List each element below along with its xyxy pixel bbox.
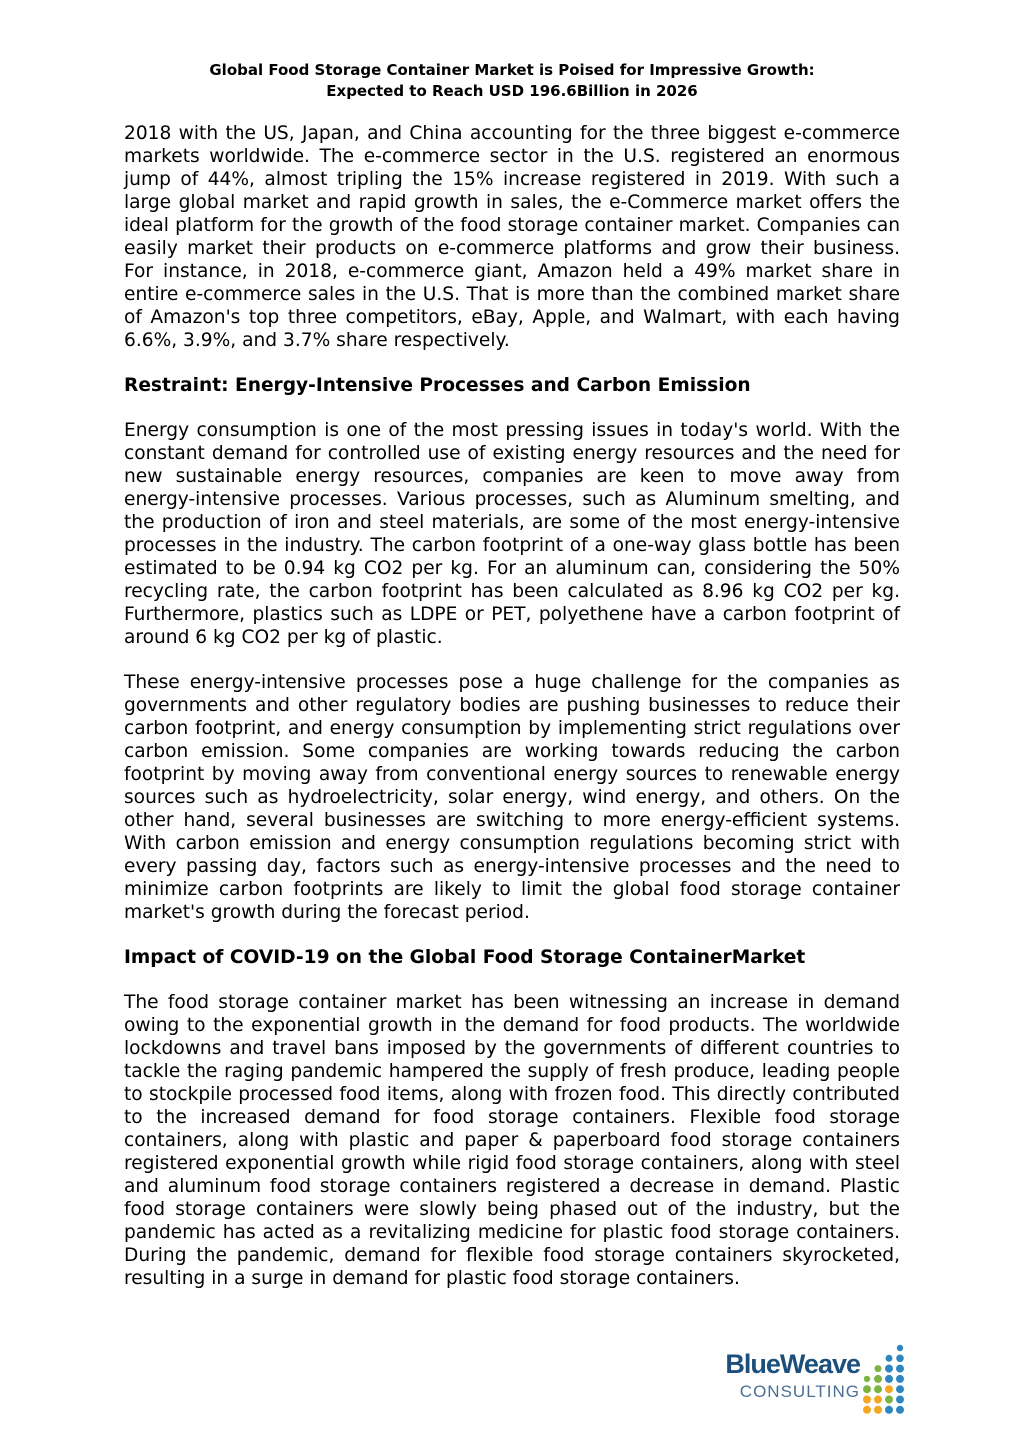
document-page (124, 60, 900, 1312)
logo-dot (874, 1375, 882, 1383)
logo-dot (896, 1375, 904, 1383)
paragraph-covid-impact: The food storage container market has been witnessing an increase in demand owing to the exponential growth in the demand for food products. The worldwide lockdowns and travel bans imposed by the governments of different countries to tackle the raging pandemic hampered the supply of fresh produce, leading people to stockpile processed food items, along with frozen food. This directly contributed to the increased demand for food storage containers. Flexible food storage containers, along with plastic and paper & paperboard food storage containers registered exponential growth while rigid food storage containers, along with steel and aluminum food storage containers registered a decrease in demand. Plastic food storage containers were slowly being phased out of the industry, but the pandemic has acted as a revitalizing medicine for plastic food storage containers. During the pandemic, demand for flexible food storage containers skyrocketed, resulting in a surge in demand for plastic food storage containers. (124, 992, 900, 1289)
document-title-line-2: Expected to Reach USD 196.6Billion in 2026 (326, 82, 698, 100)
logo-name: BlueWeave (725, 1349, 860, 1379)
logo-dot (896, 1385, 904, 1393)
logo-dot (874, 1396, 882, 1404)
paragraph-energy-challenges: These energy-intensive processes pose a huge challenge for the companies as governments and other regulatory bodies are pushing businesses to reduce their carbon footprint, and energy consumption by implementing strict regulations over carbon emission. Some companies are working towards reducing the carbon footprint by moving away from conventional energy sources to renewable energy sources such as hydroelectricity, solar energy, wind energy, and others. On the other hand, several businesses are switching to more energy-efficient systems. With carbon emission and energy consumption regulations becoming strict with every passing day, factors such as energy-intensive processes and the need to minimize carbon footprints are likely to limit the global food storage container market's growth during the forecast period. (124, 672, 900, 923)
logo-dot (863, 1406, 871, 1414)
logo-wordmark (710, 1343, 860, 1403)
logo-dot (896, 1365, 904, 1373)
logo-dot (886, 1355, 893, 1362)
logo-dot (864, 1376, 870, 1382)
paragraph-ecommerce: 2018 with the US, Japan, and China accounting for the three biggest e-commerce markets worldwide. The e-commerce sector in the U.S. registered an enormous jump of 44%, almost tripling the 15% increase registered in 2019. With such a large global market and rapid growth in sales, the e-Commerce market offers the ideal platform for the growth of the food storage container market. Companies can easily market their products on e-commerce platforms and grow their business. For instance, in 2018, e-commerce giant, Amazon held a 49% market share in entire e-commerce sales in the U.S. That is more than the combined market share of Amazon's top three competitors, eBay, Apple, and Walmart, with each having 6.6%, 3.9%, and 3.7% share respectively. (124, 123, 900, 351)
logo-dot (863, 1396, 871, 1404)
logo-dot (896, 1355, 904, 1363)
heading-covid-impact: Impact of COVID-19 on the Global Food Storage ContainerMarket (124, 947, 806, 968)
logo-dot (874, 1406, 882, 1414)
heading-restraint: Restraint: Energy-Intensive Processes and Carbon Emission (124, 375, 751, 396)
logo-dot (885, 1385, 893, 1393)
paragraph-energy-consumption: Energy consumption is one of the most pressing issues in today's world. With the constant demand for controlled use of existing energy resources and the need for new sustainable energy resources, companies are keen to move away from energy-intensive processes. Various processes, such as Aluminum smelting, and the production of iron and steel materials, are some of the most energy-intensive processes in the industry. The carbon footprint of a one-way glass bottle has been estimated to be 0.94 kg CO2 per kg. For an aluminum can, considering the 50% recycling rate, the carbon footprint has been calculated as 8.96 kg CO2 per kg. Furthermore, plastics such as LDPE or PET, polyethene have a carbon footprint of around 6 kg CO2 per kg of plastic. (124, 420, 900, 648)
dot-grid-icon (862, 1343, 906, 1415)
logo-dot (897, 1345, 903, 1351)
document-title-line-1: Global Food Storage Container Market is Poised for Impressive Growth: (209, 61, 815, 79)
logo-dot (885, 1375, 893, 1383)
logo-dot (875, 1365, 882, 1372)
logo-dot (885, 1365, 893, 1373)
logo-dot (885, 1396, 893, 1404)
document-title (124, 60, 900, 102)
logo-dot (885, 1406, 893, 1414)
logo-dot (896, 1406, 904, 1414)
logo-dot (863, 1385, 871, 1393)
logo-dot (874, 1385, 882, 1393)
logo-subtitle: CONSULTING (739, 1382, 860, 1401)
logo-dot (896, 1396, 904, 1404)
blueweave-logo (710, 1343, 905, 1415)
